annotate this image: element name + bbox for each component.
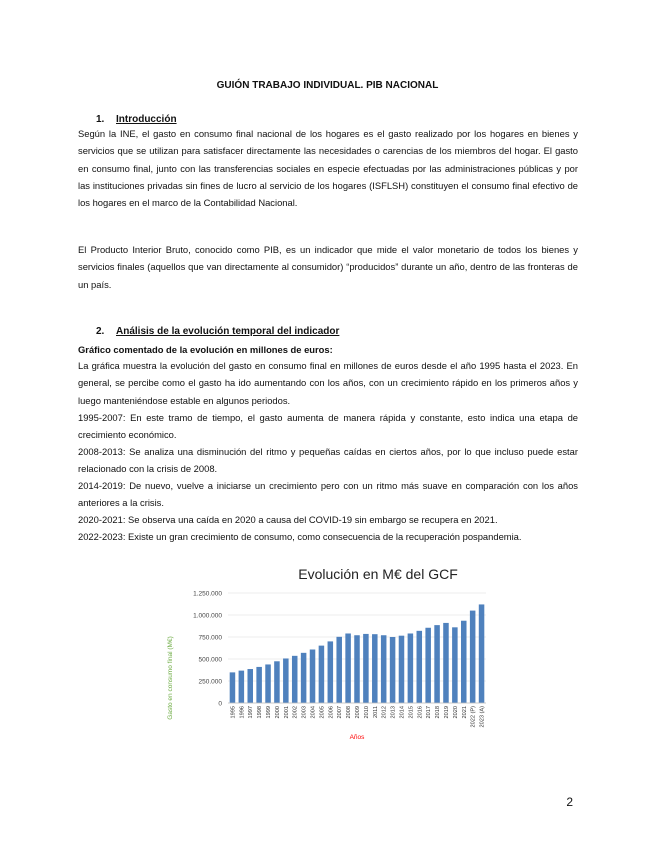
bar bbox=[425, 628, 431, 703]
x-tick-label: 2012 bbox=[381, 706, 388, 719]
bar bbox=[265, 664, 271, 703]
x-tick-label: 2018 bbox=[435, 706, 442, 719]
bar bbox=[452, 627, 458, 703]
x-tick-label: 2002 bbox=[292, 706, 299, 719]
x-tick-label: 2016 bbox=[417, 706, 424, 719]
page-title: GUIÓN TRABAJO INDIVIDUAL. PIB NACIONAL bbox=[216, 80, 439, 91]
x-tick-label: 2015 bbox=[408, 706, 415, 719]
bar bbox=[354, 635, 360, 703]
chart-commentary-subheading: Gráfico comentado de la evolución en millones de euros: bbox=[78, 344, 333, 355]
section-2-title: Análisis de la evolución temporal del indicador bbox=[116, 326, 340, 337]
bar bbox=[417, 631, 423, 703]
x-tick-label: 2014 bbox=[399, 706, 406, 719]
bar bbox=[434, 625, 440, 703]
x-tick-label: 2021 bbox=[461, 706, 468, 719]
analysis-paragraph-2022-2023: 2022-2023: Existe un gran crecimiento de consumo, como consecuencia de la recuperación pospandemia. bbox=[78, 531, 522, 542]
section-2-heading bbox=[96, 326, 339, 337]
x-tick-label: 2001 bbox=[283, 706, 290, 719]
chart-title: Evolución en M€ del GCF bbox=[298, 566, 458, 582]
x-tick-label: 1997 bbox=[248, 706, 255, 719]
y-axis-label: Gasto en consumo final (M€) bbox=[167, 636, 174, 720]
x-tick-label: 1998 bbox=[257, 706, 264, 719]
page-number: 2 bbox=[566, 795, 573, 809]
x-tick-label: 1996 bbox=[239, 706, 246, 719]
y-tick-label: 250.000 bbox=[198, 678, 222, 686]
x-tick-label: 2007 bbox=[337, 706, 344, 719]
y-tick-label: 500.000 bbox=[198, 656, 222, 664]
bar bbox=[328, 641, 334, 703]
bar bbox=[443, 623, 449, 703]
x-tick-label: 2013 bbox=[390, 706, 397, 719]
bar bbox=[239, 671, 245, 703]
bar bbox=[479, 604, 485, 703]
x-tick-label: 2004 bbox=[310, 706, 317, 719]
bar bbox=[399, 636, 405, 703]
gcf-bar-chart bbox=[160, 585, 500, 745]
x-tick-label: 2023 (A) bbox=[479, 706, 486, 728]
y-tick-label: 1.000.000 bbox=[193, 612, 222, 620]
x-tick-label: 1999 bbox=[266, 706, 273, 719]
bar bbox=[390, 637, 396, 703]
section-1-number: 1. bbox=[96, 114, 105, 125]
x-tick-label: 2020 bbox=[452, 706, 459, 719]
bar bbox=[461, 621, 467, 703]
x-tick-label: 2010 bbox=[363, 706, 370, 719]
intro-paragraph-1: Según la INE, el gasto en consumo final nacional de los hogares es el gasto realizado por los hogares en bienes y servicios que se utilizan para satisfacer directamente las necesidades o carencias de los miembros del hogar. El gasto en consumo final, junto con las transferencias sociales en especie efectuadas por las administraciones públicas y por las instituciones privadas sin fines de lucro al servicio de los hogares (ISFLSH) constituyen el consumo final efectivo de los hogares en el marco de la Contabilidad Nacional. bbox=[78, 128, 578, 209]
x-tick-label: 2022 (P) bbox=[470, 706, 477, 728]
section-1-heading bbox=[96, 114, 177, 125]
x-axis-label: Años bbox=[349, 734, 365, 741]
bar bbox=[408, 633, 414, 703]
y-tick-label: 1.250.000 bbox=[193, 590, 222, 598]
bar bbox=[274, 661, 280, 703]
x-tick-label: 2005 bbox=[319, 706, 326, 719]
intro-paragraph-2: El Producto Interior Bruto, conocido como PIB, es un indicador que mide el valor monetario de todos los bienes y servicios finales (aquellos que van directamente al consumidor) “producidos” durante un año, dentro de las fronteras de un país. bbox=[78, 244, 578, 290]
bar bbox=[345, 633, 351, 703]
x-tick-label: 1995 bbox=[230, 706, 237, 719]
bar bbox=[470, 611, 476, 703]
bar bbox=[301, 653, 307, 703]
x-tick-label: 2008 bbox=[346, 706, 353, 719]
bar bbox=[372, 634, 378, 703]
y-tick-label: 750.000 bbox=[198, 634, 222, 642]
analysis-paragraph-2008-2013: 2008-2013: Se analiza una disminución del ritmo y pequeñas caídas en ciertos años, por lo que incluso puede estar relacionado con la crisis de 2008. bbox=[78, 446, 578, 475]
bar bbox=[363, 634, 369, 703]
y-tick-label: 0 bbox=[218, 700, 222, 708]
bar bbox=[336, 637, 342, 703]
bar bbox=[247, 669, 253, 703]
x-tick-label: 2000 bbox=[274, 706, 281, 719]
analysis-paragraph-overview: La gráfica muestra la evolución del gasto en consumo final en millones de euros desde el año 1995 hasta el 2023. En general, se percibe como el gasto ha ido aumentando con los años, con un crecimiento rápido en los primeros años y luego manteniéndose estable en algunos periodos. bbox=[78, 360, 578, 406]
analysis-paragraph-2014-2019: 2014-2019: De nuevo, vuelve a iniciarse un crecimiento pero con un ritmo más suave en comparación con los años anteriores a la crisis. bbox=[78, 480, 578, 509]
x-tick-label: 2017 bbox=[426, 706, 433, 719]
analysis-paragraph-2020-2021: 2020-2021: Se observa una caída en 2020 a causa del COVID-19 sin embargo se recupera en 2021. bbox=[78, 514, 498, 525]
section-1-title: Introducción bbox=[116, 114, 177, 125]
x-tick-label: 2009 bbox=[355, 706, 361, 719]
bar bbox=[319, 646, 325, 703]
bar bbox=[310, 649, 316, 703]
x-tick-label: 2011 bbox=[372, 706, 379, 719]
bar bbox=[230, 672, 236, 703]
section-2-number: 2. bbox=[96, 326, 105, 337]
bar bbox=[283, 658, 289, 703]
x-tick-label: 2003 bbox=[301, 706, 308, 719]
analysis-paragraph-1995-2007: 1995-2007: En este tramo de tiempo, el gasto aumenta de manera rápida y constante, esto indica una etapa de crecimiento económico. bbox=[78, 412, 578, 441]
bar bbox=[256, 667, 262, 703]
bar bbox=[381, 635, 387, 703]
bar bbox=[292, 656, 298, 703]
x-tick-label: 2019 bbox=[443, 706, 450, 719]
x-tick-label: 2006 bbox=[328, 706, 335, 719]
